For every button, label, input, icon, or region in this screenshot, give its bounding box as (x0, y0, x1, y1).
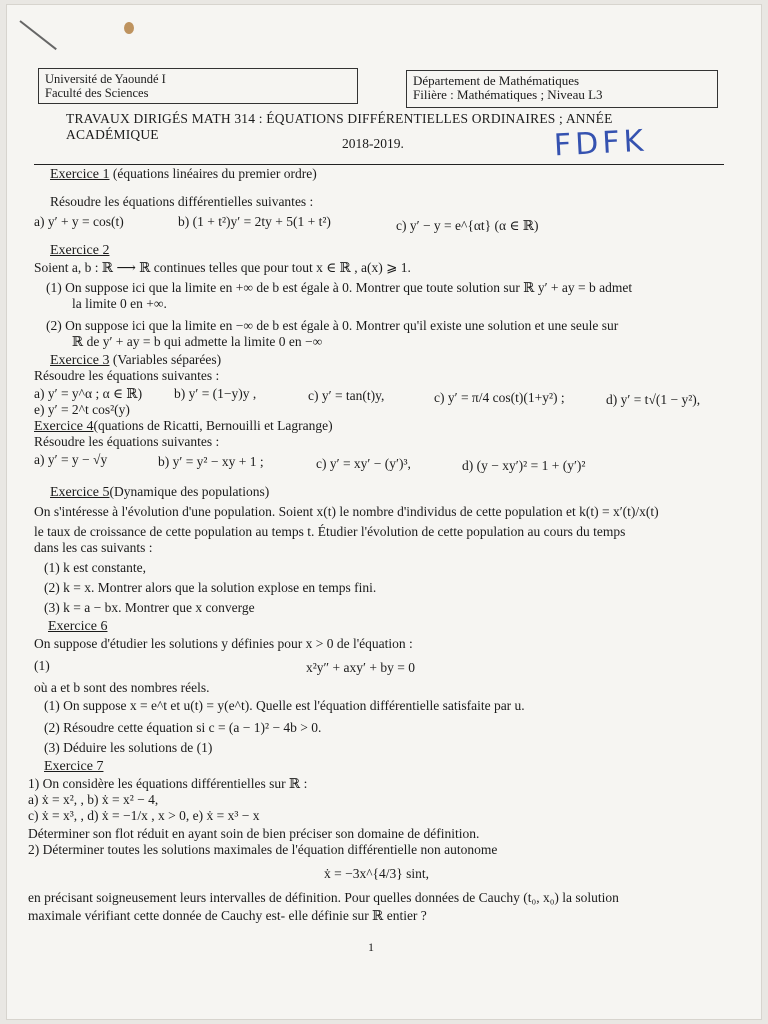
ex1-item-a: a) y′ + y = cos(t) (34, 214, 124, 229)
ex5-heading (50, 484, 269, 501)
academic-year: 2018-2019. (342, 136, 404, 151)
ex2-intro: Soient a, b : ℝ ⟶ ℝ continues telles que pour tout x ∈ ℝ , a(x) ⩾ 1. (34, 260, 411, 275)
ex7-line7: maximale vérifiant cette donnée de Cauchy est- elle définie sur ℝ entier ? (28, 908, 427, 923)
ex2-item1-line2: la limite 0 en +∞. (72, 296, 167, 311)
header-rule (34, 164, 724, 165)
ex3-intro: Résoudre les équations suivantes : (34, 368, 220, 383)
ex5-line3: dans les cas suivants : (34, 540, 153, 555)
ex6-item3: (3) Déduire les solutions de (1) (44, 740, 213, 755)
ex1-subtitle: (équations linéaires du premier ordre) (112, 166, 317, 181)
page-number: 1 (368, 940, 374, 954)
header-box-left (38, 68, 358, 104)
document-page (6, 4, 762, 1020)
ex5-title: Exercice 5 (50, 485, 110, 500)
ex5-line2: le taux de croissance de cette population au temps t. Étudier l'évolution de cette population au cours du temps (34, 524, 626, 539)
ex6-item2: (2) Résoudre cette équation si c = (a − 1)² − 4b > 0. (44, 720, 322, 735)
ex3-item-e: d) y′ = t√(1 − y²), (606, 392, 701, 407)
fold-line (19, 20, 56, 50)
ex3-item-c: c) y′ = tan(t)y, (308, 388, 385, 403)
ex3-subtitle: (Variables séparées) (112, 352, 222, 367)
ex1-item-c: c) y′ − y = e^{αt} (α ∈ ℝ) (396, 218, 539, 233)
ex1-heading (50, 166, 317, 183)
ex1-title: Exercice 1 (50, 167, 110, 182)
ex4-item-d: d) (y − xy′)² = 1 + (y′)² (462, 458, 586, 473)
ex5-subtitle: (Dynamique des populations) (109, 484, 270, 499)
ex7-line3: c) ẋ = x³, , d) ẋ = −1/x , x > 0, e) ẋ = x³ − x (28, 808, 260, 823)
ex6-line1: On suppose d'étudier les solutions y définies pour x > 0 de l'équation : (34, 636, 413, 651)
ex2-item2-line2: ℝ de y′ + ay = b qui admette la limite 0 en −∞ (72, 334, 323, 349)
department-name: Département de Mathématiques (413, 73, 580, 88)
ex4-heading (34, 418, 333, 435)
university-name: Université de Yaoundé I (45, 72, 166, 86)
ex2-heading (50, 242, 109, 259)
ex6-heading (48, 618, 107, 635)
ex3-item-a: a) y′ = y^α ; α ∈ ℝ) (34, 386, 143, 401)
ex2-item2-line1: (2) On suppose ici que la limite en −∞ de b est égale à 0. Montrer qu'il existe une solution et une seule sur (46, 318, 619, 333)
ex3-item-f: e) y′ = 2^t cos²(y) (34, 402, 130, 417)
stain-mark (124, 22, 134, 34)
ex6-line2: où a et b sont des nombres réels. (34, 680, 210, 695)
ex4-intro: Résoudre les équations suivantes : (34, 434, 220, 449)
ex6-equation: x²y″ + axy′ + by = 0 (306, 660, 415, 675)
ex7-line2: a) ẋ = x², , b) ẋ = x² − 4, (28, 792, 159, 807)
ex4-item-a: a) y′ = y − √y (34, 452, 108, 467)
ex7-line5: 2) Déterminer toutes les solutions maximales de l'équation différentielle non autonome (28, 842, 498, 857)
ex6-item1: (1) On suppose x = e^t et u(t) = y(e^t). Quelle est l'équation différentielle satisfaite par u. (44, 698, 525, 713)
ex4-subtitle: (quations de Ricatti, Bernouilli et Lagrange) (93, 418, 333, 433)
ex6-title: Exercice 6 (48, 619, 108, 634)
ex3-heading (50, 352, 221, 369)
ex1-intro: Résoudre les équations différentielles suivantes : (50, 194, 314, 209)
ex2-item1-line1: (1) On suppose ici que la limite en +∞ de b est égale à 0. Montrer que toute solution sur ℝ y′ + ay = b admet (46, 280, 633, 295)
ex4-item-b: b) y′ = y² − xy + 1 ; (158, 454, 264, 469)
ex3-title: Exercice 3 (50, 353, 110, 368)
header-box-right (406, 70, 718, 108)
ex6-eq-number: (1) (34, 658, 50, 673)
ex5-item1: (1) k est constante, (44, 560, 146, 575)
ex3-item-d: c) y′ = π/4 cos(t)(1+y²) ; (434, 390, 565, 405)
ex7-line4: Déterminer son flot réduit en ayant soin de bien préciser son domaine de définition. (28, 826, 480, 841)
filiere-name: Filière : Mathématiques ; Niveau L3 (413, 87, 603, 102)
ex1-item-b: b) (1 + t²)y′ = 2ty + 5(1 + t²) (178, 214, 331, 229)
ex7-heading (44, 758, 103, 775)
ex4-title: Exercice 4 (34, 419, 94, 434)
ex7-line6: en précisant soigneusement leurs intervalles de définition. Pour quelles données de Cauchy (t₀, x₀) la solution (28, 890, 619, 905)
faculty-name: Faculté des Sciences (45, 86, 149, 100)
ex7-title: Exercice 7 (44, 759, 104, 774)
ex3-item-b: b) y′ = (1−y)y , (174, 386, 257, 401)
document-title: TRAVAUX DIRIGÉS MATH 314 : ÉQUATIONS DIFFÉRENTIELLES ORDINAIRES ; ANNÉE ACADÉMIQUE (66, 111, 613, 142)
ex5-item2: (2) k = x. Montrer alors que la solution explose en temps fini. (44, 580, 377, 595)
ex7-equation: ẋ = −3x^{4/3} sint, (324, 866, 430, 881)
ex5-item3: (3) k = a − bx. Montrer que x converge (44, 600, 255, 615)
ex5-line1: On s'intéresse à l'évolution d'une population. Soient x(t) le nombre d'individus de cette population et k(t) = x′(t)/x(t) (34, 504, 659, 519)
ex2-title: Exercice 2 (50, 243, 110, 258)
ex7-line1: 1) On considère les équations différentielles sur ℝ : (28, 776, 308, 791)
ex4-item-c: c) y′ = xy′ − (y′)³, (316, 456, 411, 471)
handwritten-note: FDFK (553, 123, 649, 164)
